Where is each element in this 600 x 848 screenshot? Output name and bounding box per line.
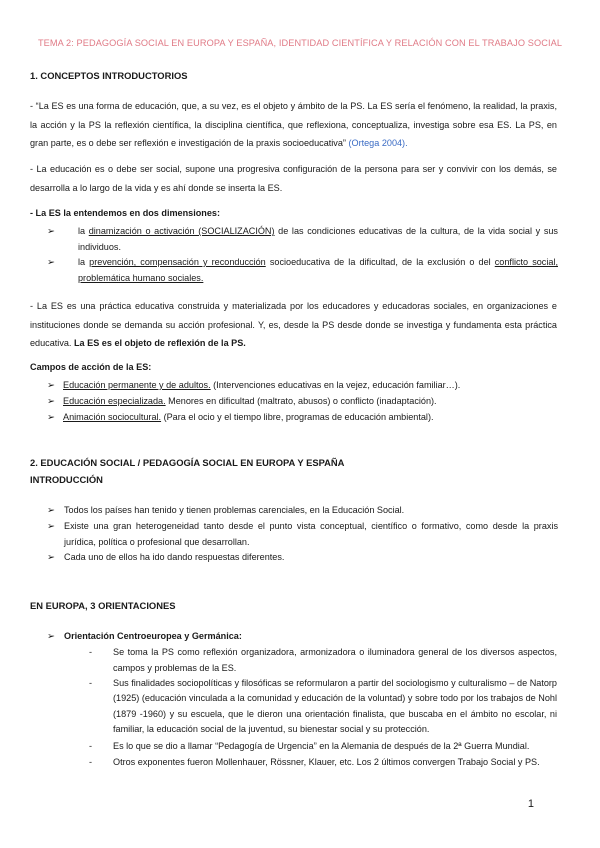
document-title: TEMA 2: PEDAGOGÍA SOCIAL EN EUROPA Y ESPAÑA, IDENTIDAD CIENTÍFICA Y RELACIÓN CON EL TRABAJO SOCIAL (37, 38, 563, 48)
dash-bullet: - (89, 741, 93, 751)
intro-bullet: Todos los países han tenido y tienen problemas carenciales, en la Educación Social. (64, 505, 405, 515)
orientacion-item: Sus finalidades sociopolíticas y filosóficas se reformularon a partir del sociologismo y culturalismo – de Natorp (1925) (educación vinculada a la comunidad y educación de la voluntad) y sobre todo por los trabajos de Nohl (1879 -1960) y su escuela, que le dieron una orientación finalista, que buscaba en el ámbito no escolar, ni familiar, la educación social de la juventud, su bienestar social y su protección. (113, 678, 557, 735)
intro-bullet: Cada uno de ellos ha ido dando respuestas diferentes. (64, 552, 285, 562)
dash-bullet: - (89, 647, 93, 657)
dimensions-heading: - La ES la entendemos en dos dimensiones: (30, 208, 221, 218)
paragraph-practica: - La ES es una práctica educativa construida y materializada por los educadores y educadoras sociales, en organizaciones e instituciones donde se demanda su acción profesional. Y, es, desde la PS desde donde se investiga y fundamenta esta práctica educativa. La ES es el objeto de reflexión de la PS. (30, 301, 557, 348)
arrow-bullet-icon: ➢ (47, 412, 55, 423)
section-heading-europa-espana: 2. EDUCACIÓN SOCIAL / PEDAGOGÍA SOCIAL EN EUROPA Y ESPAÑA (30, 457, 345, 468)
arrow-bullet-icon: ➢ (47, 226, 55, 237)
dimension-item: la prevención, compensación y reconducción socioeducativa de la dificultad, de la exclusión o del conflicto social, problemática humano sociales. (78, 257, 558, 283)
orientacion-item: Se toma la PS como reflexión organizadora, armonizadora o iluminadora general de los diversos aspectos, campos y problemas de la ES. (113, 647, 557, 673)
campo-item: Animación sociocultural. (Para el ocio y el tiempo libre, programas de educación ambiental). (63, 412, 434, 422)
arrow-bullet-icon: ➢ (47, 505, 55, 516)
paragraph-educacion-social: - La educación es o debe ser social, supone una progresiva configuración de la persona para ser y convivir con los demás, se desarrolla a lo largo de la vida y es ahí donde se inserta la ES. (30, 164, 557, 193)
orientacion-centroeuropea: Orientación Centroeuropea y Germánica: (64, 631, 242, 641)
orientacion-item: Otros exponentes fueron Mollenhauer, Rössner, Klauer, etc. Los 2 últimos convergen Trabajo Social y PS. (113, 757, 540, 767)
section-heading-conceptos: 1. CONCEPTOS INTRODUCTORIOS (30, 70, 188, 81)
dash-bullet: - (89, 757, 93, 767)
intro-bullet: Existe una gran heterogeneidad tanto desde el punto vista conceptual, científico o formativo, como desde la praxis jurídica, política o profesional que desarrollan. (64, 521, 558, 547)
arrow-bullet-icon: ➢ (47, 380, 55, 391)
dash-bullet: - (89, 678, 93, 688)
arrow-bullet-icon: ➢ (47, 631, 55, 642)
quote-citation: (Ortega 2004). (348, 138, 408, 148)
campo-item: Educación permanente y de adultos. (Intervenciones educativas en la vejez, educación familiar…). (63, 380, 461, 390)
heading-en-europa: EN EUROPA, 3 ORIENTACIONES (30, 600, 176, 611)
quote-text: - “La ES es una forma de educación, que, a su vez, es el objeto y ámbito de la PS. La ES sería el fenómeno, la realidad, la praxis, la acción y la PS la reflexión científica, la disciplina científica, que reflexiona, conceptualiza, investiga sobre esa ES. La PS, en gran parte, es o debe ser reflexión e investigación de la praxis socioeducativa” (30, 101, 557, 148)
orientacion-item: Es lo que se dio a llamar “Pedagogía de Urgencia” en la Alemania de después de la 2ª Guerra Mundial. (113, 741, 530, 751)
arrow-bullet-icon: ➢ (47, 552, 55, 563)
subheading-introduccion: INTRODUCCIÓN (30, 474, 103, 485)
page-number: 1 (527, 798, 534, 810)
arrow-bullet-icon: ➢ (47, 521, 55, 532)
arrow-bullet-icon: ➢ (47, 257, 55, 268)
campo-item: Educación especializada. Menores en dificultad (maltrato, abusos) o conflicto (inadaptación). (63, 396, 437, 406)
dimension-item: la dinamización o activación (SOCIALIZACIÓN) de las condiciones educativas de la cultura, de la vida social y sus individuos. (78, 226, 558, 252)
campos-heading: Campos de acción de la ES: (30, 362, 152, 372)
paragraph-quote (30, 97, 557, 153)
arrow-bullet-icon: ➢ (47, 396, 55, 407)
